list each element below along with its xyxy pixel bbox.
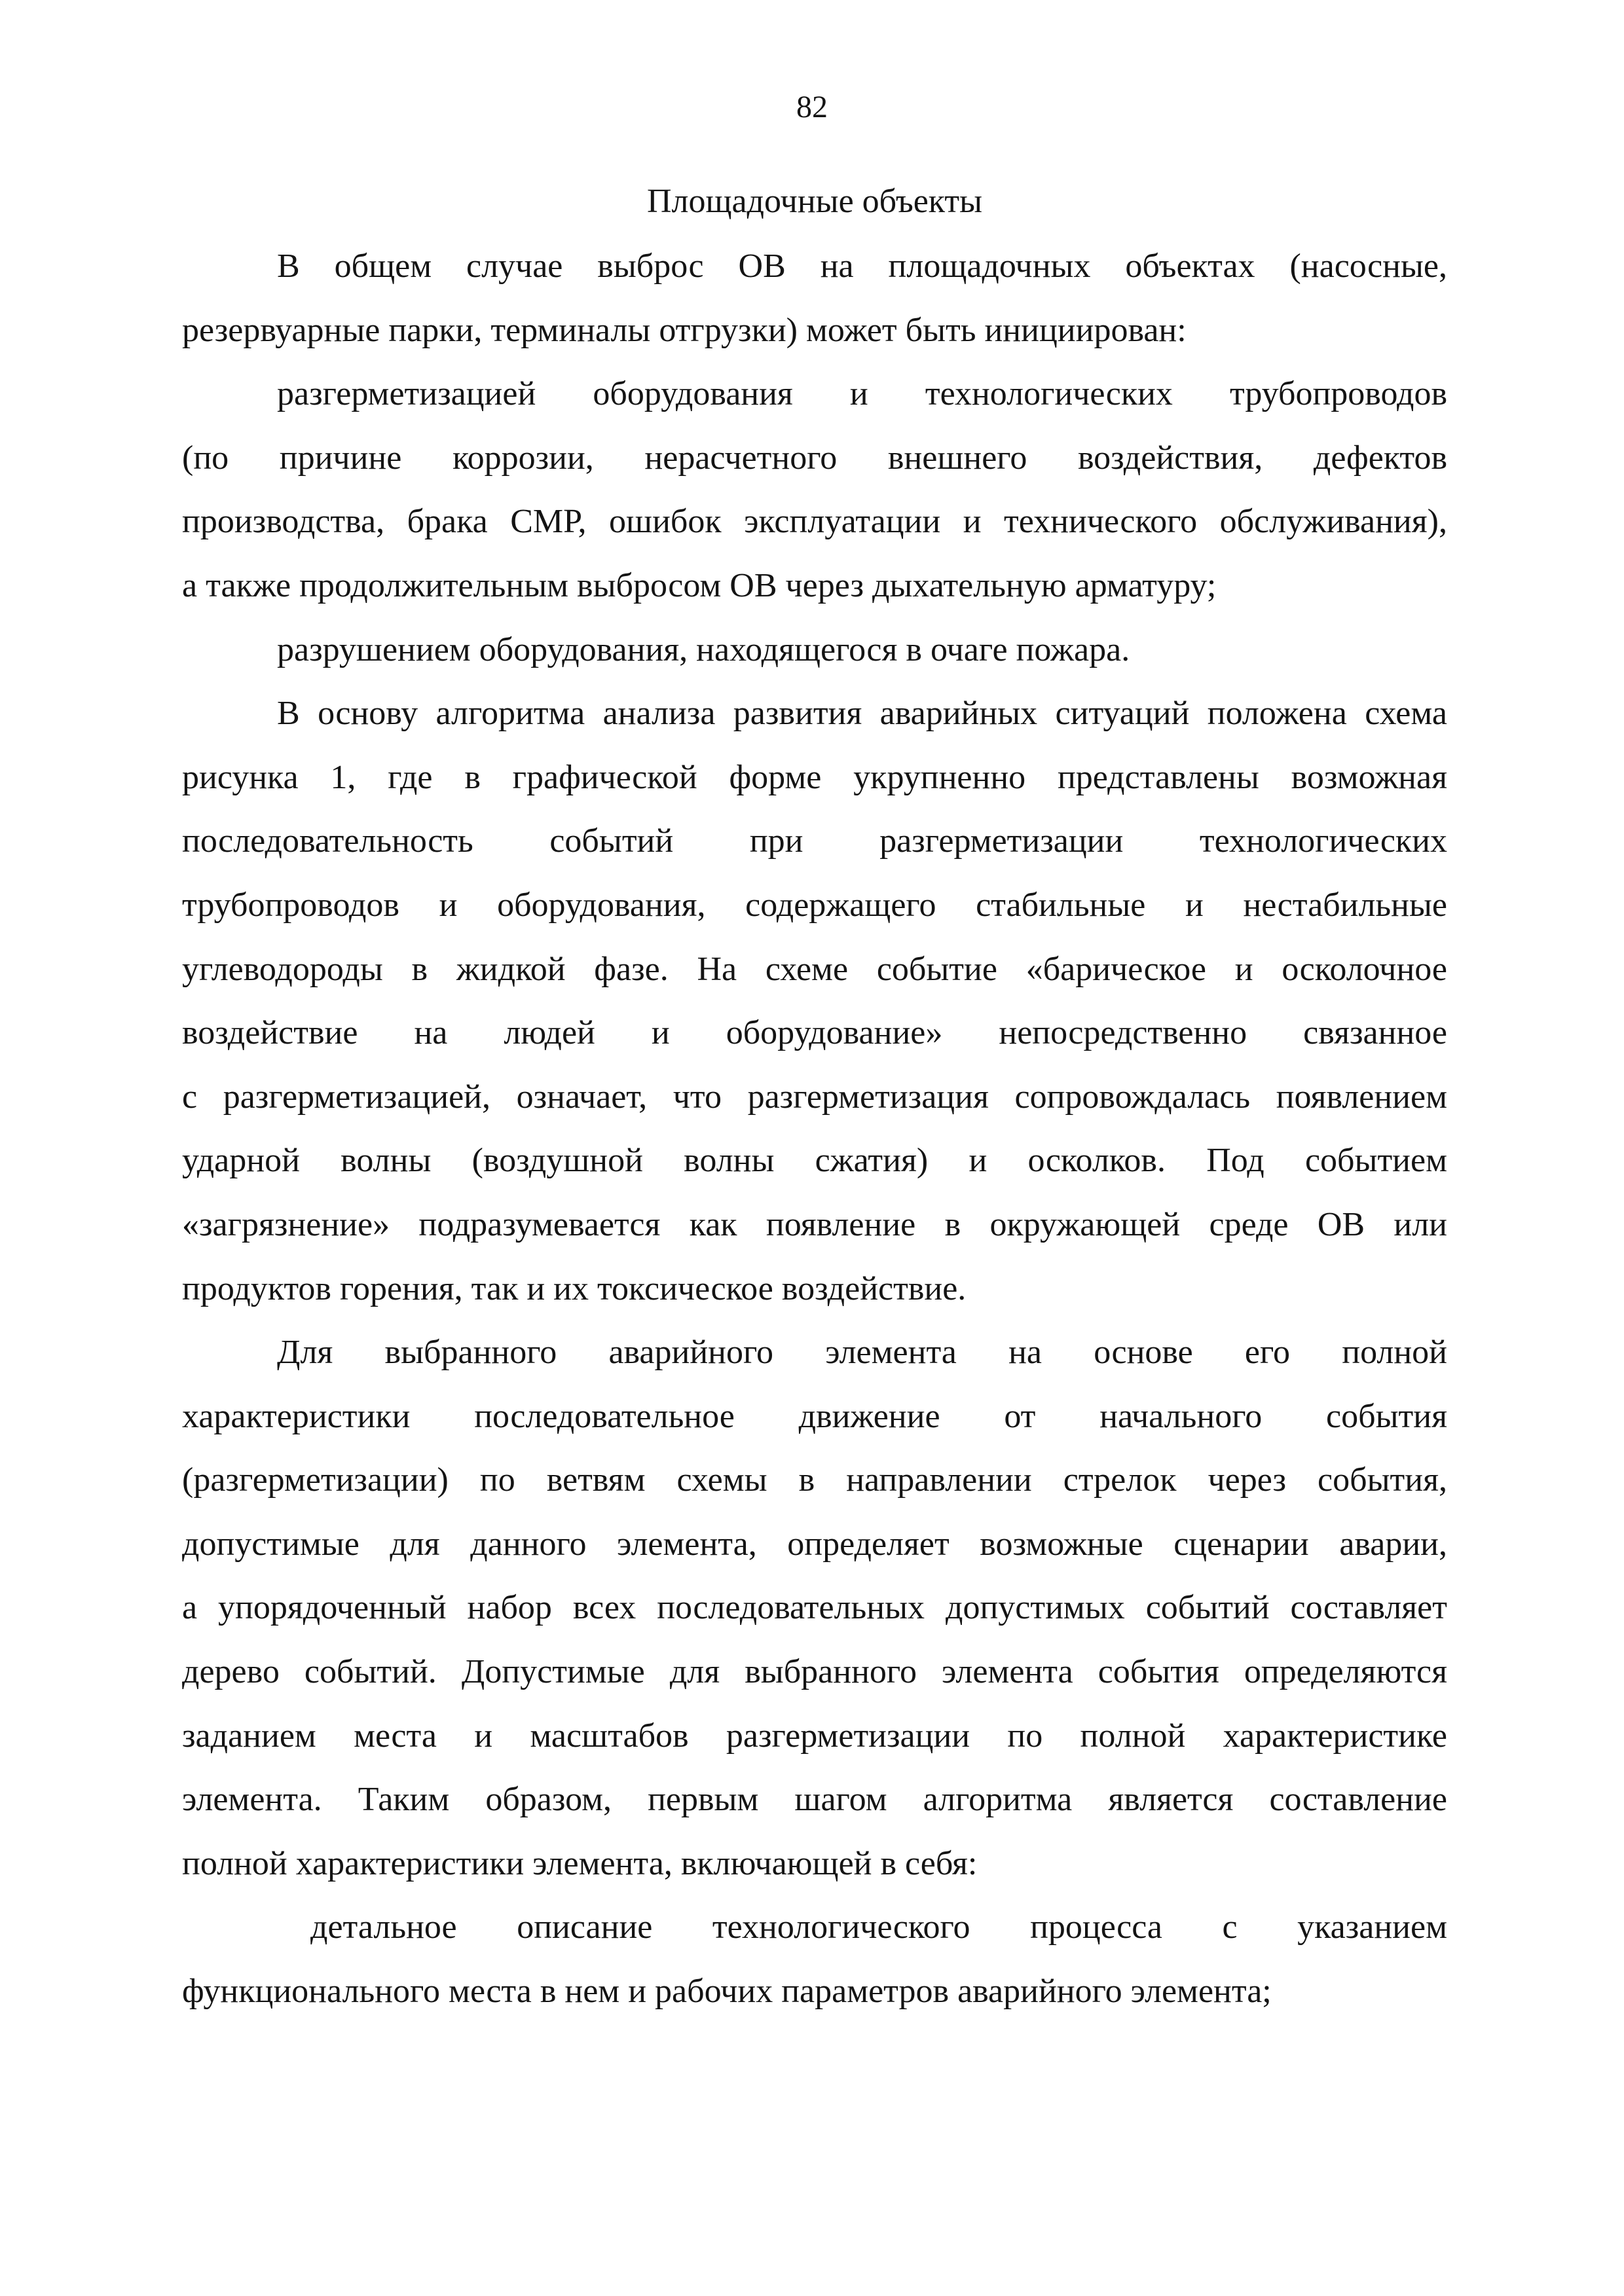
text-line: В общем случае выброс ОВ на площадочных объектах (насосные, [277, 247, 1447, 285]
section-heading: Площадочные объекты [646, 183, 983, 220]
text-line: В основу алгоритма анализа развития аварийных ситуаций положена схема [277, 695, 1447, 733]
text-line: допустимые для данного элемента, определяет возможные сценарии аварии, [182, 1525, 1447, 1563]
text-line: заданием места и масштабов разгерметизации по полной характеристике [182, 1717, 1447, 1755]
text-line: резервуарные парки, терминалы отгрузки) может быть инициирован: [182, 311, 1187, 349]
text-line: характеристики последовательное движение от начального события [182, 1397, 1447, 1435]
text-line: с разгерметизацией, означает, что разгерметизация сопровождалась появлением [182, 1078, 1447, 1116]
text-line: трубопроводов и оборудования, содержащего стабильные и нестабильные [182, 886, 1447, 924]
text-line: «загрязнение» подразумевается как появление в окружающей среде ОВ или [182, 1205, 1447, 1243]
text-line: разрушением оборудования, находящегося в очаге пожара. [277, 630, 1130, 668]
paragraph-detailed-description [182, 1895, 1447, 2023]
paragraph-algorithm-basis [182, 682, 1447, 1321]
text-line: ударной волны (воздушной волны сжатия) и осколков. Под событием [182, 1142, 1447, 1180]
text-line: дерево событий. Допустимые для выбранного элемента события определяются [182, 1653, 1447, 1691]
paragraph-destruction [182, 618, 1447, 682]
text-line: а также продолжительным выбросом ОВ через дыхательную арматуру; [182, 566, 1217, 604]
paragraph-selected-element [182, 1321, 1447, 1895]
paragraph-intro [182, 234, 1447, 362]
text-line: детальное описание технологического процесса с указанием [310, 1908, 1447, 1946]
text-line: разгерметизацией оборудования и технологических трубопроводов [277, 375, 1447, 413]
text-line: последовательность событий при разгерметизации технологических [182, 822, 1447, 860]
text-line: элемента. Таким образом, первым шагом алгоритма является составление [182, 1781, 1447, 1819]
text-line: воздействие на людей и оборудование» непосредственно связанное [182, 1014, 1447, 1052]
page-content [182, 169, 1447, 2024]
paragraph-depressurization [182, 362, 1447, 617]
text-line: углеводороды в жидкой фазе. На схеме событие «барическое и осколочное [182, 950, 1447, 988]
text-line: продуктов горения, так и их токсическое воздействие. [182, 1269, 967, 1307]
text-line: Для выбранного аварийного элемента на основе его полной [277, 1334, 1447, 1372]
text-line: рисунка 1, где в графической форме укрупненно представлены возможная [182, 758, 1447, 796]
text-line: производства, брака СМР, ошибок эксплуатации и технического обслуживания), [182, 503, 1447, 541]
text-line: полной характеристики элемента, включающей в себя: [182, 1844, 978, 1882]
text-line: функционального места в нем и рабочих параметров аварийного элемента; [182, 1973, 1272, 2011]
text-line: а упорядоченный набор всех последовательных допустимых событий составляет [182, 1589, 1447, 1627]
text-line: (разгерметизации) по ветвям схемы в направлении стрелок через события, [182, 1461, 1447, 1499]
text-line: (по причине коррозии, нерасчетного внешнего воздействия, дефектов [182, 439, 1447, 477]
page-number: 82 [796, 90, 828, 124]
